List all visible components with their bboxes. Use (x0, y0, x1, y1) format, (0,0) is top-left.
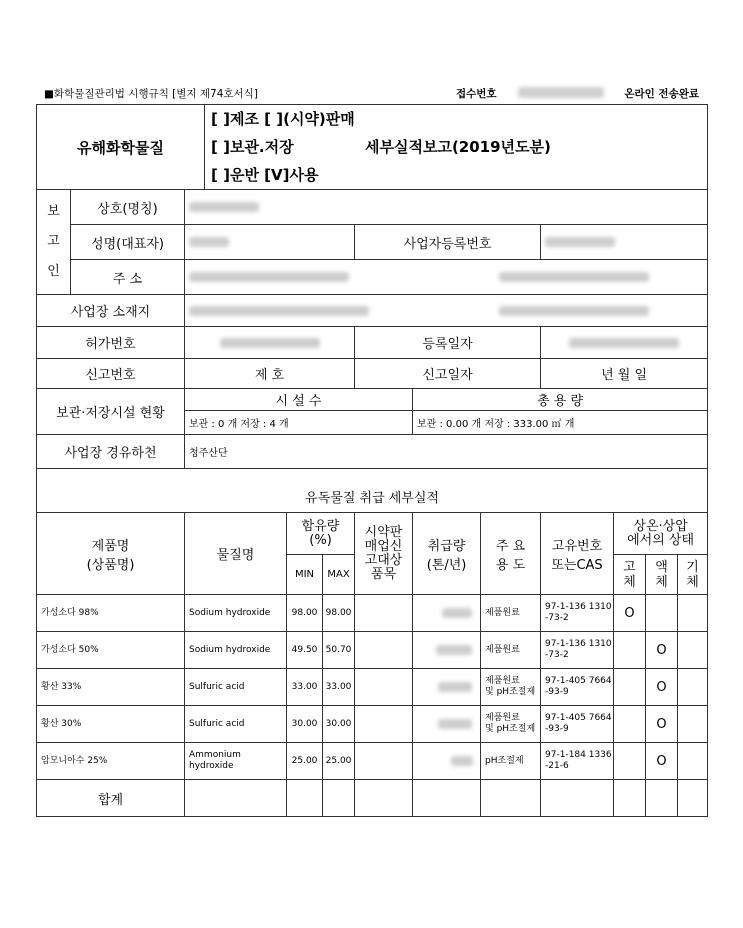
content-min: 25.00 (287, 743, 323, 780)
state-liquid: O (646, 632, 678, 669)
product-name: 가성소다 50% (37, 632, 185, 669)
facility-count-label: 시 설 수 (185, 389, 413, 411)
state-solid (614, 743, 646, 780)
product-name: 암모니아수 25% (37, 743, 185, 780)
table-row (37, 743, 708, 780)
representative-label: 성명(대표자) (71, 225, 185, 260)
facility-count-value: 보관 : 0 개 저장 : 4 개 (185, 411, 413, 435)
header-min: MIN (287, 555, 323, 595)
main-use: 제품원료 및 pH조절제 (481, 669, 541, 706)
header-cas: 고유번호 또는CAS (541, 513, 614, 595)
title-hazardous-chemical: 유해화학물질 (37, 105, 205, 190)
content-max: 30.00 (323, 706, 355, 743)
total-row (37, 780, 708, 817)
product-name: 황산 33% (37, 669, 185, 706)
content-max: 98.00 (323, 595, 355, 632)
state-liquid: O (646, 669, 678, 706)
main-use: 제품원료 (481, 632, 541, 669)
total-label: 합계 (37, 780, 185, 817)
amount-redacted (413, 743, 481, 780)
site-location-value (185, 295, 708, 327)
company-name-label: 상호(명칭) (71, 190, 185, 225)
registration-date-label: 등록일자 (355, 327, 541, 359)
header-gas: 기 체 (678, 555, 708, 595)
notification-date-value: 년 월 일 (541, 359, 708, 389)
notification-number-value: 제 호 (185, 359, 355, 389)
state-liquid: O (646, 743, 678, 780)
table-row (37, 595, 708, 632)
state-gas (678, 595, 708, 632)
site-location-label: 사업장 소재지 (37, 295, 185, 327)
form-reference: ■화학물질관리법 시행규칙 [별지 제74호서식] (44, 88, 258, 100)
main-use: pH조절제 (481, 743, 541, 780)
representative-value (185, 225, 355, 260)
detail-section-title: 유독물질 취급 세부실적 (37, 469, 708, 513)
company-name-value (185, 190, 708, 225)
header-use: 주 요 용 도 (481, 513, 541, 595)
content-min: 33.00 (287, 669, 323, 706)
transmission-status: 온라인 전송완료 (624, 88, 699, 100)
header-product: 제품명 (상품명) (37, 513, 185, 595)
option-transport-use: [ ]운반 [V]사용 (211, 166, 319, 184)
header-content: 함유량 (%) (287, 513, 355, 555)
business-number-value (541, 225, 708, 260)
receipt-number-label: 접수번호 (456, 88, 497, 100)
reagent-cell (355, 669, 413, 706)
content-max: 25.00 (323, 743, 355, 780)
reagent-cell (355, 632, 413, 669)
main-use: 제품원료 및 pH조절제 (481, 706, 541, 743)
reagent-cell (355, 743, 413, 780)
state-solid: O (614, 595, 646, 632)
receipt-number-redacted (518, 87, 604, 98)
table-row (37, 669, 708, 706)
total-capacity-value: 보관 : 0.00 개 저장 : 333.00 ㎥ 개 (413, 411, 708, 435)
permit-number-value (185, 327, 355, 359)
reagent-cell (355, 595, 413, 632)
option-storage: [ ]보관.저장 (211, 138, 294, 156)
substance-name: Sodium hydroxide (185, 632, 287, 669)
report-form (36, 104, 708, 817)
state-liquid (646, 595, 678, 632)
substance-name: Sulfuric acid (185, 669, 287, 706)
cas-number: 97-1-405 7664 -93-9 (541, 669, 614, 706)
total-capacity-label: 총 용 량 (413, 389, 708, 411)
option-manufacture-sale: [ ]제조 [ ](시약)판매 (211, 110, 355, 128)
report-title: 세부실적보고(2019년도분) (365, 138, 551, 156)
state-gas (678, 706, 708, 743)
state-gas (678, 632, 708, 669)
notification-number-label: 신고번호 (37, 359, 185, 389)
stream-label: 사업장 경유하천 (37, 435, 185, 469)
header-amount: 취급량 (톤/년) (413, 513, 481, 595)
reporter-side-label: 보 고 인 (37, 190, 71, 295)
amount-redacted (413, 595, 481, 632)
product-name: 가성소다 98% (37, 595, 185, 632)
header-substance: 물질명 (185, 513, 287, 595)
cas-number: 97-1-405 7664 -93-9 (541, 706, 614, 743)
address-value (185, 260, 708, 295)
header-solid: 고 체 (614, 555, 646, 595)
content-max: 33.00 (323, 669, 355, 706)
product-name: 황산 30% (37, 706, 185, 743)
main-use: 제품원료 (481, 595, 541, 632)
state-liquid: O (646, 706, 678, 743)
cas-number: 97-1-184 1336 -21-6 (541, 743, 614, 780)
state-solid (614, 669, 646, 706)
permit-number-label: 허가번호 (37, 327, 185, 359)
content-max: 50.70 (323, 632, 355, 669)
header-reagent: 시약판 매업신 고대상 품목 (355, 513, 413, 595)
substance-name: Ammonium hydroxide (185, 743, 287, 780)
state-gas (678, 669, 708, 706)
storage-facility-label: 보관·저장시설 현황 (37, 389, 185, 435)
reagent-cell (355, 706, 413, 743)
state-solid (614, 632, 646, 669)
content-min: 98.00 (287, 595, 323, 632)
substance-name: Sulfuric acid (185, 706, 287, 743)
state-solid (614, 706, 646, 743)
content-min: 30.00 (287, 706, 323, 743)
title-options (205, 105, 708, 190)
registration-date-value (541, 327, 708, 359)
amount-redacted (413, 632, 481, 669)
content-min: 49.50 (287, 632, 323, 669)
substance-name: Sodium hydroxide (185, 595, 287, 632)
cas-number: 97-1-136 1310 -73-2 (541, 632, 614, 669)
stream-value: 청주산단 (185, 435, 708, 469)
form-header (44, 86, 699, 102)
header-max: MAX (323, 555, 355, 595)
notification-date-label: 신고일자 (355, 359, 541, 389)
state-gas (678, 743, 708, 780)
amount-redacted (413, 706, 481, 743)
header-state: 상온·상압 에서의 상태 (614, 513, 708, 555)
cas-number: 97-1-136 1310 -73-2 (541, 595, 614, 632)
table-row (37, 706, 708, 743)
address-label: 주 소 (71, 260, 185, 295)
table-row (37, 632, 708, 669)
amount-redacted (413, 669, 481, 706)
business-number-label: 사업자등록번호 (355, 225, 541, 260)
header-liquid: 액 체 (646, 555, 678, 595)
